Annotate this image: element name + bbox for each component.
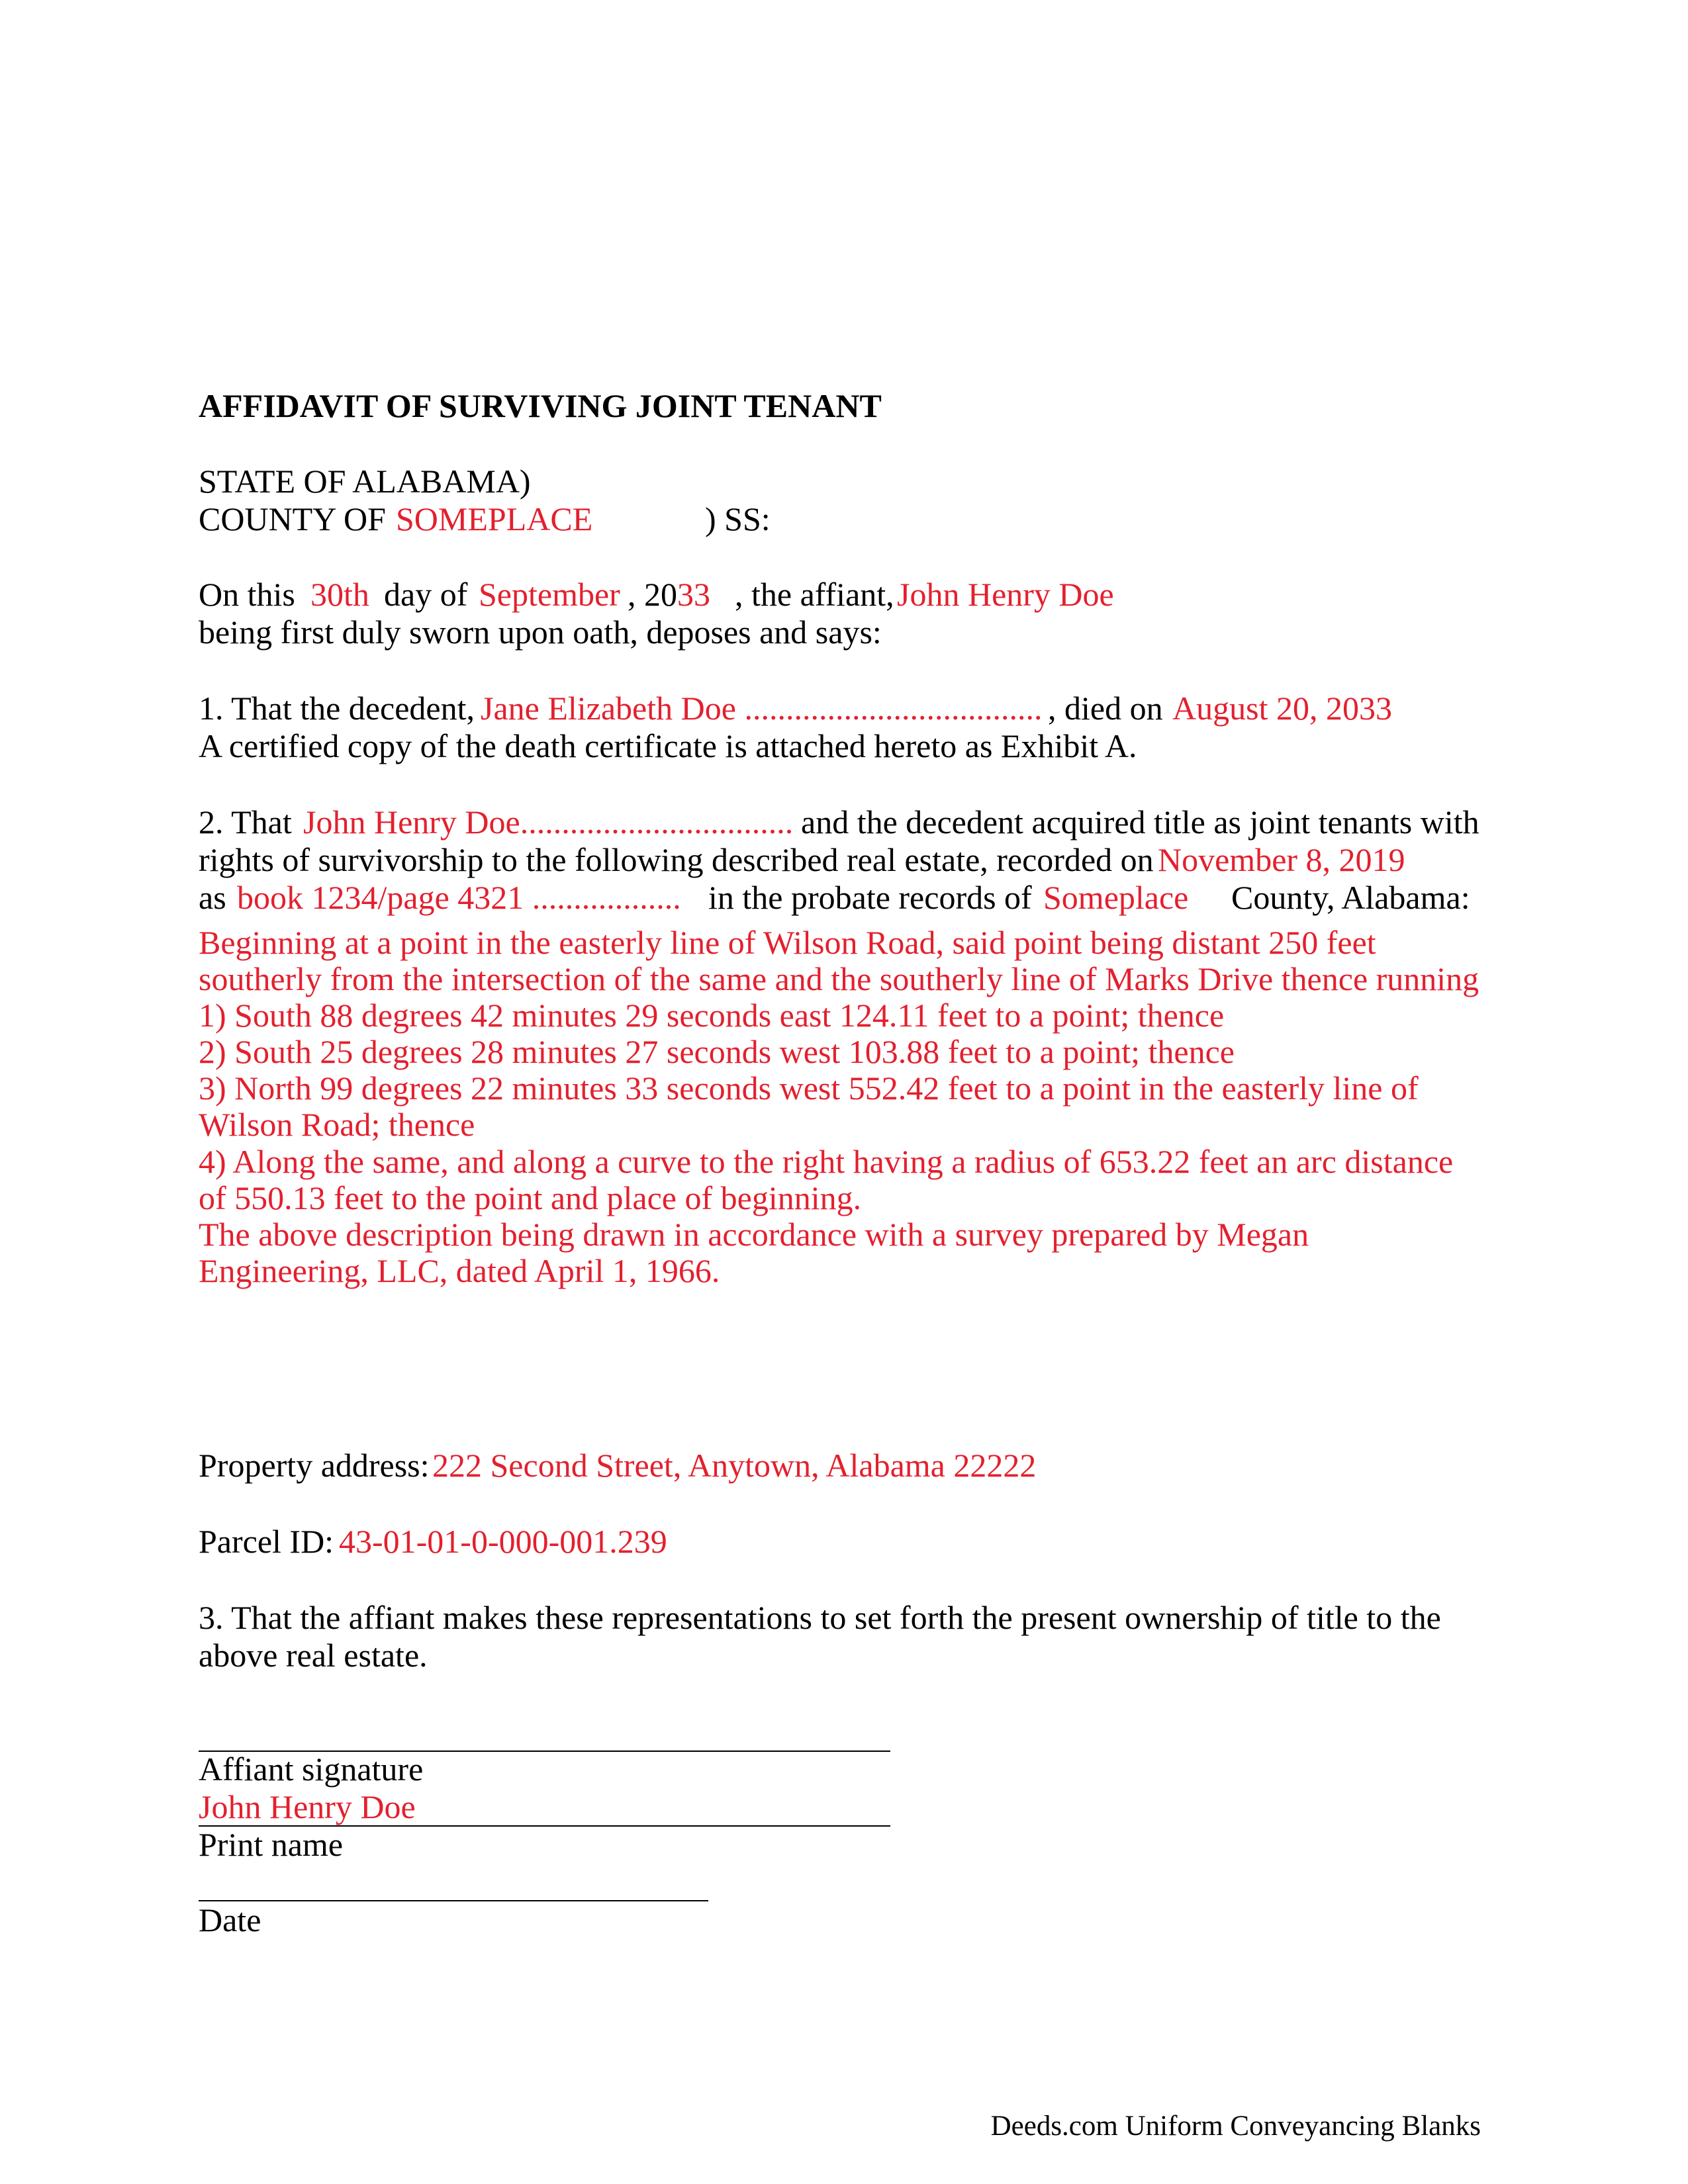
date-label: Date [199,1901,261,1938]
day-value: 30th [310,576,369,613]
p2-rest: and the decedent acquired title as joint tenants with [801,803,1479,841]
p2-name: John Henry Doe................................. [303,803,794,841]
legal-line: The above description being drawn in accordance with a survey prepared by Megan [199,1216,1309,1253]
date-rule [199,1900,708,1901]
document-title: AFFIDAVIT OF SURVIVING JOINT TENANT [199,387,882,424]
affiant-name: John Henry Doe [897,576,1114,613]
p3-line: 3. That the affiant makes these representations to set forth the present ownership of title to the [199,1599,1441,1636]
as-label: as [199,879,226,916]
decedent-dots: .................................... [744,690,1043,727]
county-value: SOMEPLACE [396,500,593,537]
legal-line: 4) Along the same, and along a curve to the right having a radius of 653.22 feet an arc distance [199,1143,1454,1180]
legal-line: Wilson Road; thence [199,1106,475,1143]
parcel-value: 43-01-01-0-000-001.239 [339,1523,667,1560]
on-this-label: On this [199,576,295,613]
book-dots: .................. [532,879,681,916]
certified-line: A certified copy of the death certificate is attached hereto as Exhibit A. [199,727,1137,764]
year-suffix: 33 [677,576,710,613]
died-on-label: , died on [1048,690,1163,727]
legal-line: Beginning at a point in the easterly line of Wilson Road, said point being distant 250 feet [199,924,1376,961]
p3-line: above real estate. [199,1637,428,1674]
county-alabama: County, Alabama: [1231,879,1470,916]
parcel-label: Parcel ID: [199,1523,334,1560]
footer: Deeds.com Uniform Conveyancing Blanks [990,2111,1481,2142]
print-name-value: John Henry Doe [199,1788,416,1825]
p2-label: 2. That [199,803,292,841]
day-of-label: day of [384,576,468,613]
sworn-line: being first duly sworn upon oath, deposes and says: [199,614,882,651]
legal-line: Engineering, LLC, dated April 1, 1966. [199,1252,720,1289]
legal-line: southerly from the intersection of the same and the southerly line of Marks Drive thence running [199,960,1479,997]
legal-line: 3) North 99 degrees 22 minutes 33 seconds west 552.42 feet to a point in the easterly line of [199,1069,1419,1107]
probate-label: in the probate records of [708,879,1032,916]
county-line [199,501,386,537]
p1-label: 1. That the decedent, [199,690,475,727]
year-prefix: , 20 [628,576,677,613]
death-date: August 20, 2033 [1172,690,1392,727]
legal-line: of 550.13 feet to the point and place of beginning. [199,1179,862,1216]
state-line: STATE OF ALABAMA) [199,463,531,500]
probate-county: Someplace [1043,879,1189,916]
recorded-date: November 8, 2019 [1158,841,1405,878]
affiant-signature-label: Affiant signature [199,1751,424,1788]
book-value: book 1234/page 4321 .................. [237,879,681,916]
ss-label: ) SS: [705,500,771,537]
affiant-label: , the affiant, [735,576,894,613]
property-address-label: Property address: [199,1447,430,1484]
month-value: September [479,576,620,613]
year-field [628,576,710,613]
county-label: COUNTY OF [199,500,386,537]
legal-line: 2) South 25 degrees 28 minutes 27 seconds west 103.88 feet to a point; thence [199,1033,1235,1070]
legal-line: 1) South 88 degrees 42 minutes 29 seconds east 124.11 feet to a point; thence [199,997,1225,1034]
property-address-value: 222 Second Street, Anytown, Alabama 22222 [432,1447,1037,1484]
recorded-label: rights of survivorship to the following described real estate, recorded on [199,841,1154,878]
decedent-name: Jane Elizabeth Doe .................................... [481,690,1043,727]
print-name-label: Print name [199,1826,344,1863]
